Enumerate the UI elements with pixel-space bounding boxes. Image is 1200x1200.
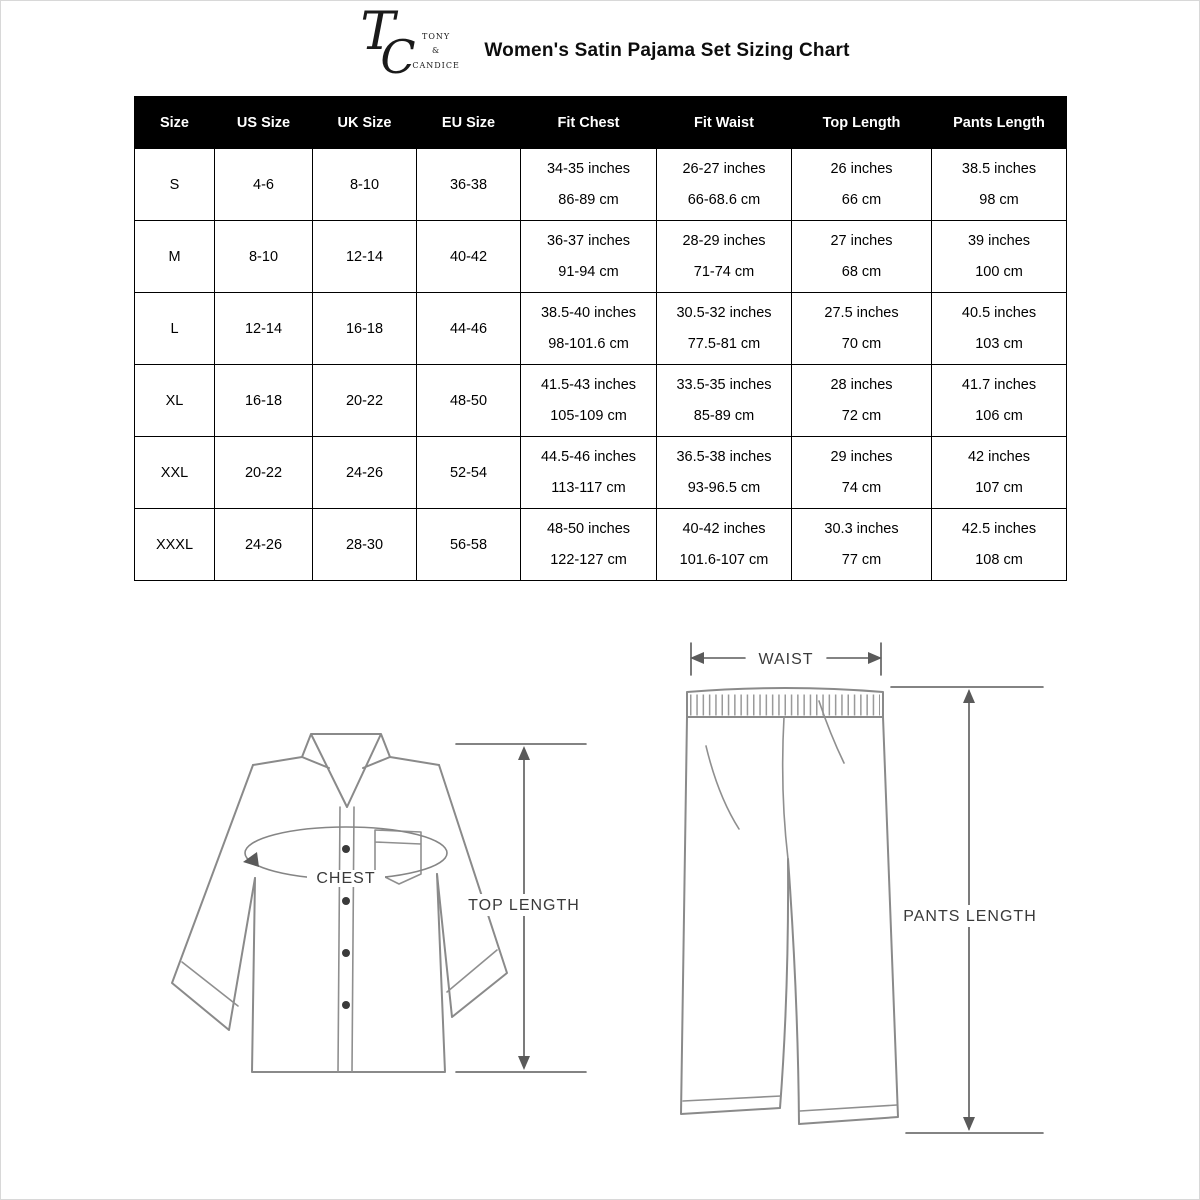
cell-top-length [792, 509, 932, 581]
top-length-label: TOP LENGTH [468, 897, 580, 914]
top-length-cm: 74 cm [841, 480, 882, 496]
top-length-cm: 77 cm [841, 552, 882, 568]
col-header-uk-size: UK Size [313, 97, 417, 149]
pants-length-cm: 98 cm [979, 192, 1019, 208]
cell-eu-size [417, 365, 521, 437]
eu-size-value: 36-38 [449, 176, 488, 193]
size-value: XXXL [155, 536, 194, 553]
arrow-down-icon [963, 1117, 975, 1131]
logo-word-amp: & [432, 46, 441, 56]
eu-size-value: 56-58 [449, 536, 488, 553]
col-header-pants-length: Pants Length [932, 97, 1067, 149]
waist-arrow [690, 643, 882, 675]
cell-size [135, 437, 215, 509]
pants-length-inches: 42.5 inches [961, 521, 1037, 537]
pants-left-leg [681, 717, 788, 1114]
header-row [135, 97, 1067, 149]
shirt-collar-outline [253, 734, 439, 807]
cell-top-length [792, 149, 932, 221]
top-length-inches: 29 inches [830, 449, 893, 465]
cell-fit-chest [521, 365, 657, 437]
cell-pants-length [932, 509, 1067, 581]
shirt-button-4 [342, 1001, 350, 1009]
uk-size-value: 12-14 [345, 248, 384, 265]
logo-monogram-c: C [380, 30, 416, 84]
cell-pants-length [932, 293, 1067, 365]
arrow-up-icon [518, 746, 530, 760]
waist-cm: 85-89 cm [693, 408, 755, 424]
pants-crease-left [706, 746, 739, 829]
cell-uk-size [313, 509, 417, 581]
cell-fit-chest [521, 509, 657, 581]
cell-us-size [215, 149, 313, 221]
top-length-cm: 72 cm [841, 408, 882, 424]
us-size-value: 24-26 [244, 536, 283, 553]
size-row-xxl [135, 437, 1067, 509]
cell-pants-length [932, 221, 1067, 293]
waist-cm: 66-68.6 cm [687, 192, 761, 208]
chest-inches: 38.5-40 inches [540, 305, 637, 321]
cell-uk-size [313, 437, 417, 509]
size-row-l [135, 293, 1067, 365]
cell-size [135, 221, 215, 293]
cell-us-size [215, 221, 313, 293]
cell-eu-size [417, 437, 521, 509]
eu-size-value: 52-54 [449, 464, 488, 481]
cell-eu-size [417, 149, 521, 221]
chest-inches: 48-50 inches [546, 521, 631, 537]
chest-cm: 105-109 cm [550, 408, 627, 424]
waist-cm: 101.6-107 cm [679, 552, 769, 568]
cell-us-size [215, 365, 313, 437]
arrow-right-icon [868, 652, 882, 664]
sizing-table [134, 96, 1067, 581]
top-length-inches: 27 inches [830, 233, 893, 249]
pants-length-cm: 106 cm [975, 408, 1023, 424]
top-length-cm: 66 cm [841, 192, 882, 208]
col-header-top-length: Top Length [792, 97, 932, 149]
waist-cm: 71-74 cm [693, 264, 755, 280]
waist-inches: 30.5-32 inches [676, 305, 772, 321]
uk-size-value: 16-18 [345, 320, 384, 337]
shirt-button-2 [342, 897, 350, 905]
cell-fit-chest [521, 437, 657, 509]
pants-length-cm: 108 cm [975, 552, 1023, 568]
uk-size-value: 24-26 [345, 464, 384, 481]
pajama-pants-diagram [681, 643, 1044, 1133]
us-size-value: 8-10 [248, 248, 279, 265]
top-length-inches: 26 inches [830, 161, 893, 177]
col-header-eu-size: EU Size [417, 97, 521, 149]
pants-length-label: PANTS LENGTH [903, 908, 1037, 925]
cell-fit-chest [521, 221, 657, 293]
cell-eu-size [417, 221, 521, 293]
waist-inches: 40-42 inches [682, 521, 766, 537]
cell-top-length [792, 437, 932, 509]
eu-size-value: 48-50 [449, 392, 488, 409]
cell-size [135, 293, 215, 365]
us-size-value: 16-18 [244, 392, 283, 409]
waist-inches: 33.5-35 inches [676, 377, 772, 393]
chest-cm: 86-89 cm [558, 192, 619, 208]
arrow-down-icon [518, 1056, 530, 1070]
pants-crease-right [819, 701, 844, 763]
cell-fit-waist [657, 437, 792, 509]
cell-uk-size [313, 293, 417, 365]
brand-logo [350, 2, 462, 94]
page-header [1, 2, 1199, 97]
col-header-us-size: US Size [215, 97, 313, 149]
pants-length-arrow [891, 687, 1044, 1133]
cell-top-length [792, 293, 932, 365]
pants-length-cm: 100 cm [975, 264, 1023, 280]
table-body [135, 149, 1067, 581]
col-header-fit-chest: Fit Chest [521, 97, 657, 149]
cell-fit-waist [657, 365, 792, 437]
size-value: XL [165, 392, 184, 409]
eu-size-value: 40-42 [449, 248, 488, 265]
pajama-top-diagram [172, 734, 587, 1072]
chest-inches: 36-37 inches [546, 233, 631, 249]
cell-pants-length [932, 365, 1067, 437]
eu-size-value: 44-46 [449, 320, 488, 337]
logo-monogram-t: T [360, 2, 396, 62]
col-header-size: Size [135, 97, 215, 149]
uk-size-value: 8-10 [349, 176, 380, 193]
top-length-cm: 70 cm [841, 336, 882, 352]
pants-center-rise [783, 717, 788, 859]
table-header [135, 97, 1067, 149]
size-value: L [170, 320, 179, 337]
cell-us-size [215, 293, 313, 365]
cell-fit-chest [521, 293, 657, 365]
waist-cm: 93-96.5 cm [687, 480, 761, 496]
measurement-diagrams [1, 621, 1200, 1181]
uk-size-value: 28-30 [345, 536, 384, 553]
us-size-value: 12-14 [244, 320, 283, 337]
page-title: Women's Satin Pajama Set Sizing Chart [484, 40, 850, 61]
cell-fit-chest [521, 149, 657, 221]
chest-cm: 113-117 cm [551, 480, 626, 496]
cell-size [135, 149, 215, 221]
pants-length-inches: 39 inches [967, 233, 1031, 249]
chest-cm: 98-101.6 cm [548, 336, 629, 352]
us-size-value: 4-6 [253, 176, 274, 193]
cell-fit-waist [657, 509, 792, 581]
waist-inches: 36.5-38 inches [676, 449, 772, 465]
arrow-up-icon [963, 689, 975, 703]
cell-uk-size [313, 365, 417, 437]
pants-right-leg [788, 717, 898, 1124]
cell-eu-size [417, 293, 521, 365]
cell-uk-size [313, 149, 417, 221]
logo-word-tony: TONY [421, 32, 451, 41]
cell-size [135, 365, 215, 437]
size-value: M [168, 248, 181, 265]
chest-cm: 91-94 cm [558, 264, 619, 280]
uk-size-value: 20-22 [345, 392, 384, 409]
cell-fit-waist [657, 149, 792, 221]
chest-cm: 122-127 cm [550, 552, 627, 568]
pants-length-cm: 107 cm [975, 480, 1023, 496]
cell-pants-length [932, 149, 1067, 221]
cell-size [135, 509, 215, 581]
waist-cm: 77.5-81 cm [687, 336, 761, 352]
size-row-m [135, 221, 1067, 293]
cell-fit-waist [657, 221, 792, 293]
pants-right-cuff-line [800, 1105, 897, 1111]
cell-top-length [792, 365, 932, 437]
shirt-left-sleeve [172, 765, 255, 1030]
shirt-right-cuff-line [447, 950, 497, 992]
col-header-fit-waist: Fit Waist [657, 97, 792, 149]
pants-length-inches: 42 inches [967, 449, 1031, 465]
waist-inches: 28-29 inches [682, 233, 766, 249]
pants-left-cuff-line [683, 1096, 781, 1101]
cell-pants-length [932, 437, 1067, 509]
chest-inches: 41.5-43 inches [540, 377, 637, 393]
waist-label: WAIST [758, 651, 814, 668]
top-length-inches: 30.3 inches [824, 521, 899, 537]
cell-us-size [215, 437, 313, 509]
us-size-value: 20-22 [244, 464, 283, 481]
top-length-inches: 28 inches [830, 377, 893, 393]
chest-inches: 44.5-46 inches [540, 449, 637, 465]
arrow-left-icon [690, 652, 704, 664]
shirt-right-sleeve [437, 765, 507, 1017]
shirt-button-3 [342, 949, 350, 957]
cell-fit-waist [657, 293, 792, 365]
top-length-inches: 27.5 inches [824, 305, 899, 321]
cell-us-size [215, 509, 313, 581]
pants-length-inches: 40.5 inches [961, 305, 1037, 321]
size-value: S [169, 176, 180, 193]
cell-uk-size [313, 221, 417, 293]
pants-length-cm: 103 cm [975, 336, 1023, 352]
top-length-cm: 68 cm [841, 264, 882, 280]
cell-top-length [792, 221, 932, 293]
pants-length-inches: 38.5 inches [961, 161, 1037, 177]
size-row-xl [135, 365, 1067, 437]
chest-inches: 34-35 inches [546, 161, 631, 177]
logo-wordmark [412, 30, 459, 73]
size-row-xxxl [135, 509, 1067, 581]
shirt-button-1 [342, 845, 350, 853]
top-length-arrow [456, 744, 587, 1072]
waist-inches: 26-27 inches [682, 161, 766, 177]
size-value: XXL [160, 464, 189, 481]
pants-length-inches: 41.7 inches [961, 377, 1037, 393]
logo-word-candice: CANDICE [412, 60, 460, 70]
cell-eu-size [417, 509, 521, 581]
chest-label: CHEST [316, 870, 376, 887]
size-row-s [135, 149, 1067, 221]
